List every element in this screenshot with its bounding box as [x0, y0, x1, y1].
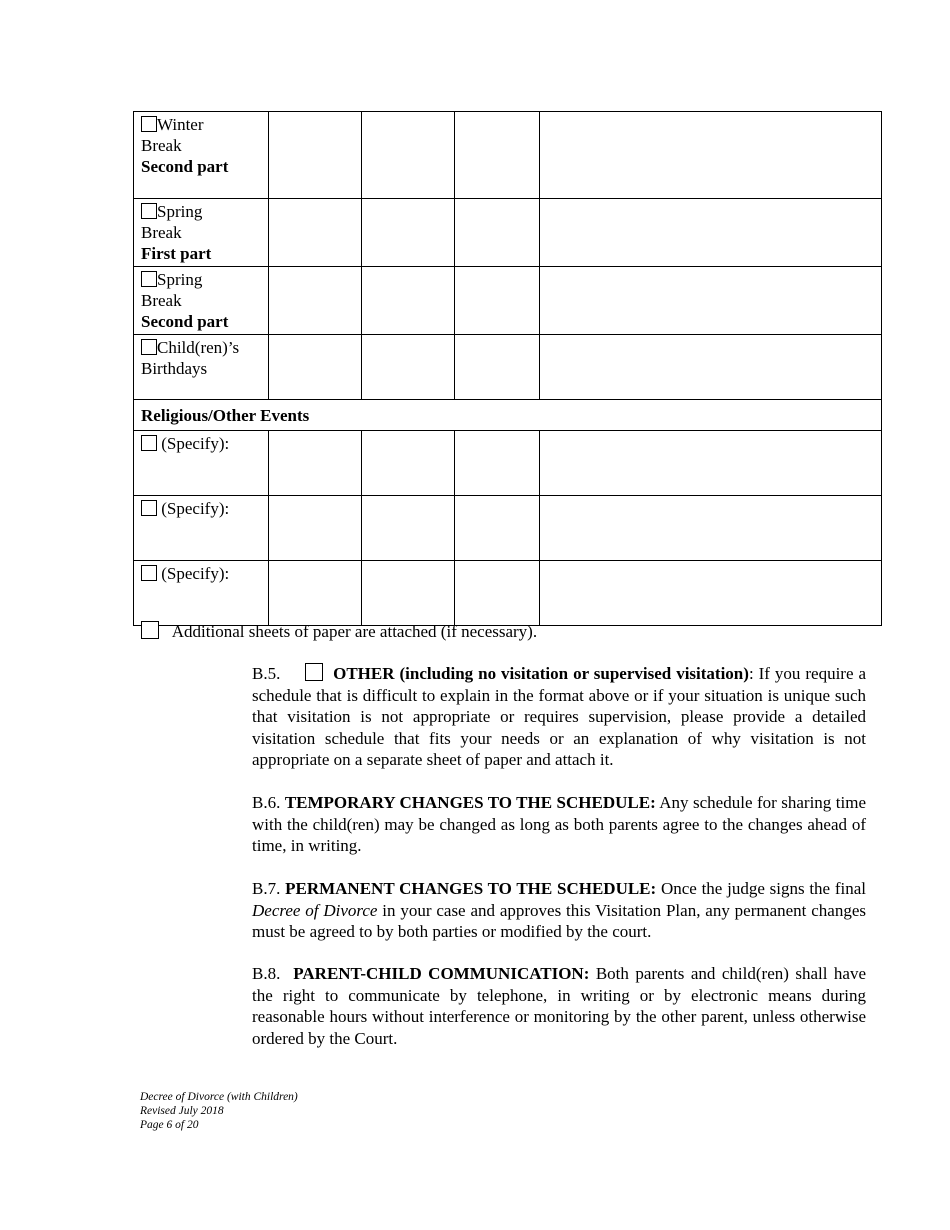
table-cell[interactable]: [269, 112, 362, 199]
specify-checkbox-3[interactable]: [141, 565, 157, 581]
table-row: [134, 199, 882, 267]
row-label-line1: Child(ren)’s: [157, 338, 240, 357]
b6-text: Any schedule for sharing time with the child(ren) may be changed as long as both parents agree to the changes ahead of time, in writing.: [252, 793, 866, 855]
section-b7: [252, 878, 866, 943]
row-label-cell: [134, 431, 269, 496]
additional-sheets-label: Additional sheets of paper are attached (if necessary).: [171, 622, 538, 641]
specify-label: (Specify):: [161, 564, 230, 583]
table-cell[interactable]: [540, 431, 882, 496]
spring-break-first-checkbox[interactable]: [141, 203, 157, 219]
specify-checkbox-1[interactable]: [141, 435, 157, 451]
table-cell[interactable]: [540, 112, 882, 199]
b7-text-before: Once the judge signs the final: [656, 879, 867, 898]
b5-checkbox[interactable]: [305, 663, 323, 681]
row-label-line3: First part: [141, 244, 212, 263]
table-cell[interactable]: [269, 267, 362, 335]
b7-number: B.7.: [252, 879, 281, 898]
table-cell[interactable]: [269, 496, 362, 561]
b5-text: : If you require a schedule that is difficult to explain in the format above or if your situation is unique such that visitation is not appropriate or requires supervision, please provide a detailed visitation schedule that fits your needs or an explanation of why visitation is not appropriate on a separate sheet of paper and attach it.: [252, 664, 867, 769]
row-label-line3: Second part: [141, 312, 229, 331]
row-label-line1: Winter: [157, 115, 204, 134]
row-label-line3: Second part: [141, 157, 229, 176]
row-label-cell: [134, 267, 269, 335]
b7-heading: PERMANENT CHANGES TO THE SCHEDULE:: [285, 879, 657, 898]
b6-number: B.6.: [252, 793, 281, 812]
row-label-line1: Spring: [157, 202, 203, 221]
row-label-cell: [134, 199, 269, 267]
footer-form-name: Decree of Divorce (with Children): [140, 1091, 298, 1103]
table-row: [134, 431, 882, 496]
table-cell[interactable]: [269, 335, 362, 400]
row-label-cell: [134, 561, 269, 626]
table-cell[interactable]: [362, 561, 455, 626]
table-cell[interactable]: [455, 267, 540, 335]
table-cell[interactable]: [455, 112, 540, 199]
row-label-cell: [134, 335, 269, 400]
table-cell[interactable]: [540, 496, 882, 561]
table-cell[interactable]: [362, 267, 455, 335]
footer-page-number: Page 6 of 20: [140, 1119, 199, 1131]
specify-label: (Specify):: [161, 499, 230, 518]
religious-events-header: Religious/Other Events: [134, 400, 882, 431]
table-cell[interactable]: [455, 496, 540, 561]
table-cell[interactable]: [455, 199, 540, 267]
section-header-row: [134, 400, 882, 431]
specify-label: (Specify):: [161, 434, 230, 453]
birthdays-checkbox[interactable]: [141, 339, 157, 355]
table-cell[interactable]: [269, 561, 362, 626]
row-label-cell: [134, 496, 269, 561]
table-cell[interactable]: [269, 199, 362, 267]
page-footer: [140, 1090, 298, 1132]
specify-checkbox-2[interactable]: [141, 500, 157, 516]
table-cell[interactable]: [455, 431, 540, 496]
row-label-cell: [134, 112, 269, 199]
b7-decree-title: Decree of Divorce: [252, 900, 378, 920]
table-cell[interactable]: [540, 335, 882, 400]
table-cell[interactable]: [540, 199, 882, 267]
section-b8: [252, 963, 866, 1049]
holiday-schedule-table: [133, 111, 882, 626]
table-cell[interactable]: [362, 431, 455, 496]
b6-heading: TEMPORARY CHANGES TO THE SCHEDULE:: [284, 793, 656, 812]
table-cell[interactable]: [455, 335, 540, 400]
table-cell[interactable]: [540, 561, 882, 626]
b8-number: B.8.: [252, 964, 281, 983]
table-cell[interactable]: [269, 431, 362, 496]
row-label-line1: Spring: [157, 270, 203, 289]
additional-sheets-checkbox[interactable]: [141, 621, 159, 639]
row-label-line2: Break: [141, 136, 182, 155]
table-cell[interactable]: [362, 496, 455, 561]
b5-number: B.5.: [252, 664, 281, 683]
additional-sheets-line: [141, 621, 537, 642]
footer-revision: Revised July 2018: [140, 1105, 224, 1117]
table-cell[interactable]: [362, 335, 455, 400]
table-row: [134, 335, 882, 400]
table-cell[interactable]: [455, 561, 540, 626]
table-row: [134, 112, 882, 199]
section-b6: [252, 792, 866, 857]
table-row: [134, 267, 882, 335]
row-label-line2: Break: [141, 223, 182, 242]
row-label-line2: Break: [141, 291, 182, 310]
row-label-line2: Birthdays: [141, 359, 208, 378]
b8-heading: PARENT-CHILD COMMUNICATION:: [293, 964, 590, 983]
table-row: [134, 496, 882, 561]
table-cell[interactable]: [540, 267, 882, 335]
table-cell[interactable]: [362, 199, 455, 267]
winter-break-second-checkbox[interactable]: [141, 116, 157, 132]
spring-break-second-checkbox[interactable]: [141, 271, 157, 287]
b8-text: Both parents and child(ren) shall have the right to communicate by telephone, in writing or by electronic means during reasonable hours without interference or monitoring by the other parent, unless otherwise ordered by the Court.: [252, 964, 867, 1048]
section-b5: [252, 663, 866, 771]
b7-text-after: in your case and approves this Visitation Plan, any permanent changes must be agreed to by both parties or modified by the court.: [252, 900, 866, 941]
table-row: [134, 561, 882, 626]
table-cell[interactable]: [362, 112, 455, 199]
b5-heading: OTHER (including no visitation or supervised visitation): [333, 664, 749, 683]
